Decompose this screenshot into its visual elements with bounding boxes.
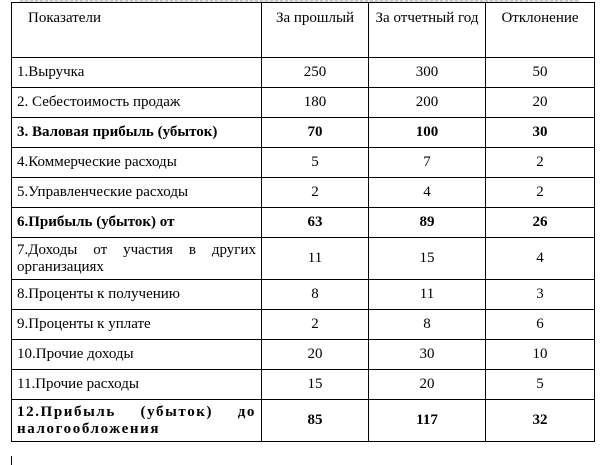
value-previous: 180 xyxy=(262,88,369,118)
value-deviation: 26 xyxy=(486,208,595,238)
value-current: 200 xyxy=(369,88,486,118)
table-header-row xyxy=(12,3,595,58)
value-deviation: 20 xyxy=(486,88,595,118)
table-row-subtotal xyxy=(12,118,595,148)
value-deviation: 50 xyxy=(486,58,595,88)
table-row xyxy=(12,370,595,400)
row-label: 8.Проценты к получению xyxy=(12,280,262,310)
value-deviation: 2 xyxy=(486,178,595,208)
row-label: 5.Управленческие расходы xyxy=(12,178,262,208)
table-row-subtotal xyxy=(12,208,595,238)
value-deviation: 6 xyxy=(486,310,595,340)
value-current: 30 xyxy=(369,340,486,370)
value-previous: 250 xyxy=(262,58,369,88)
value-deviation: 30 xyxy=(486,118,595,148)
value-deviation: 10 xyxy=(486,340,595,370)
value-previous: 5 xyxy=(262,148,369,178)
value-current: 300 xyxy=(369,58,486,88)
value-previous: 85 xyxy=(262,400,369,442)
header-reporting-year: За отчетный год xyxy=(369,3,486,58)
value-deviation: 4 xyxy=(486,238,595,280)
value-current: 100 xyxy=(369,118,486,148)
row-label: 10.Прочие доходы xyxy=(12,340,262,370)
value-current: 15 xyxy=(369,238,486,280)
value-current: 4 xyxy=(369,178,486,208)
value-deviation: 2 xyxy=(486,148,595,178)
value-previous: 2 xyxy=(262,310,369,340)
table-row xyxy=(12,340,595,370)
table-row xyxy=(12,238,595,280)
row-label: 4.Коммерческие расходы xyxy=(12,148,262,178)
value-previous: 70 xyxy=(262,118,369,148)
table-row xyxy=(12,280,595,310)
value-current: 20 xyxy=(369,370,486,400)
row-label: 7.Доходы от участия в других организациях xyxy=(12,238,262,280)
row-label: 1.Выручка xyxy=(12,58,262,88)
value-previous: 11 xyxy=(262,238,369,280)
value-previous: 2 xyxy=(262,178,369,208)
row-label: 6.Прибыль (убыток) от xyxy=(12,208,262,238)
value-previous: 63 xyxy=(262,208,369,238)
row-label: 9.Проценты к уплате xyxy=(12,310,262,340)
value-current: 89 xyxy=(369,208,486,238)
value-current: 8 xyxy=(369,310,486,340)
table-row xyxy=(12,148,595,178)
value-previous: 8 xyxy=(262,280,369,310)
row-label: 2. Себестоимость продаж xyxy=(12,88,262,118)
value-previous: 15 xyxy=(262,370,369,400)
table-row xyxy=(12,178,595,208)
header-previous-period: За прошлый xyxy=(262,3,369,58)
row-label: 3. Валовая прибыль (убыток) xyxy=(12,118,262,148)
value-deviation: 3 xyxy=(486,280,595,310)
header-deviation: Отклонение xyxy=(486,3,595,58)
value-deviation: 32 xyxy=(486,400,595,442)
financial-results-table xyxy=(11,2,595,442)
table-row xyxy=(12,88,595,118)
value-current: 117 xyxy=(369,400,486,442)
value-current: 11 xyxy=(369,280,486,310)
row-label: 12.Прибыль (убыток) до налогообложения xyxy=(12,400,262,442)
value-current: 7 xyxy=(369,148,486,178)
page-edge-mark xyxy=(11,456,12,465)
header-indicators: Показатели xyxy=(12,3,262,58)
row-label: 11.Прочие расходы xyxy=(12,370,262,400)
table-row xyxy=(12,310,595,340)
value-previous: 20 xyxy=(262,340,369,370)
table-row-subtotal xyxy=(12,400,595,442)
value-deviation: 5 xyxy=(486,370,595,400)
table-row xyxy=(12,58,595,88)
